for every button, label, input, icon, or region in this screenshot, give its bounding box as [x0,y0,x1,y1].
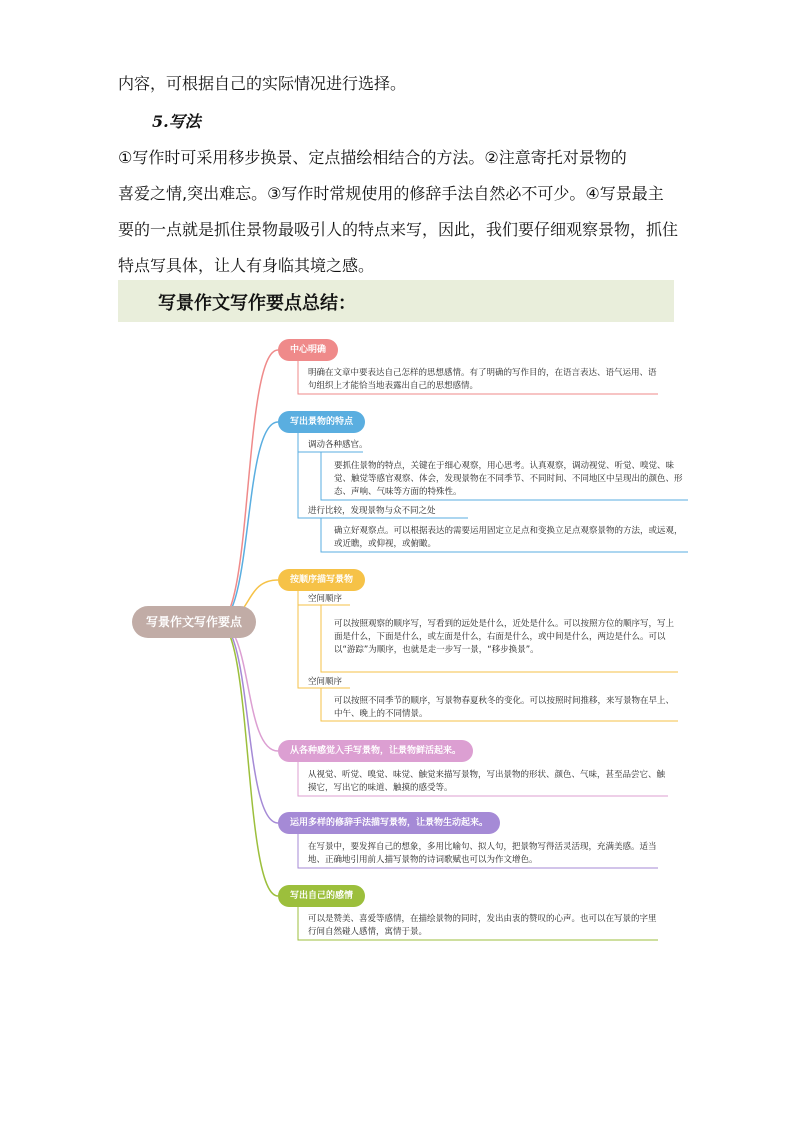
section-heading: 5.写法 [152,112,201,131]
branch-center-clear-text: 明确在文章中要表达自己怎样的思想感情。有了明确的写作目的，在语言表达、语气运用、语句组织上才能恰当地表露出自己的思想感情。 [308,368,657,391]
connector-2 [218,422,278,622]
branch-center-clear: 中心明确 [278,339,338,361]
branch-senses-text: 从视觉、听觉、嗅觉、味觉、触觉来描写景物，写出景物的形状、颜色、气味，甚至品尝它、触摸它，写出它的味道、触摸的感受等。 [308,770,666,793]
branch-scene-features-text1: 要抓住景物的特点，关键在于细心观察，用心思考。认真观察，调动视觉、听觉、嗅觉、味觉、触觉等感官观察、体会，发现景物在不同季节、不同时间、不同地区中呈现出的颜色、形态、声响、气味等方面的特殊性。 [334,461,683,497]
connector-4 [218,622,278,751]
branch-order: 按顺序描写景物 [278,569,365,591]
mind-map [118,330,688,950]
branch-order-sub1: 空间顺序 [308,594,343,604]
paragraph-line-3: 要的一点就是抓住景物最吸引人的特点来写，因此，我们要仔细观察景物，抓住 [118,220,679,239]
paragraph-line-1: ①写作时可采用移步换景、定点描绘相结合的方法。②注意寄托对景物的 [118,148,627,167]
branch-senses: 从各种感觉入手写景物，让景物鲜活起来。 [278,740,473,762]
branch-rhetoric-text: 在写景中，要发挥自己的想象，多用比喻句、拟人句，把景物写得活灵活现，充满美感。适当地、正确地引用前人描写景物的诗词歌赋也可以为作文增色。 [308,842,657,865]
connector-5 [218,622,278,823]
paragraph-line-2: 喜爱之情,突出难忘。③写作时常规使用的修辞手法自然必不可少。④写景最主 [118,184,664,203]
branch-scene-features-sub1: 调动各种感官。 [308,440,368,450]
connector-6 [218,622,278,896]
summary-banner [118,280,674,322]
banner-title: 写景作文写作要点总结： [158,293,356,314]
paragraph-line-4: 特点写具体，让人有身临其境之感。 [118,256,375,275]
intro-line-top: 内容，可根据自己的实际情况进行选择。 [118,74,407,93]
branch-scene-features-sub2: 进行比较，发现景物与众不同之处 [308,506,436,516]
branch-emotion: 写出自己的感情 [278,885,365,907]
branch-scene-features-text2: 确立好观察点。可以根据表达的需要运用固定立足点和变换立足点观察景物的方法，或远观，或近瞧，或仰视，或俯瞰。 [334,526,683,549]
branch-scene-features: 写出景物的特点 [278,411,365,433]
branch-order-sub2: 空间顺序 [308,677,343,687]
branch-order-text2: 可以按照不同季节的顺序，写景物春夏秋冬的变化。可以按照时间推移，来写景物在早上、中午、晚上的不同情景。 [334,696,675,719]
branch-order-text1: 可以按照观察的顺序写，写看到的远处是什么，近处是什么。可以按照方位的顺序写，写上面是什么，下面是什么，或左面是什么，右面是什么，或中间是什么，两边是什么。可以以“游踪”为顺序，也就是走一步写一景，“移步换景”。 [334,619,675,655]
mind-map-root: 写景作文写作要点 [132,606,256,638]
branch-rhetoric: 运用多样的修辞手法描写景物，让景物生动起来。 [278,812,500,834]
branch-emotion-text: 可以是赞美、喜爱等感情，在描绘景物的同时，发出由衷的赞叹的心声。也可以在写景的字里行间自然碰人感情，寓情于景。 [308,914,657,937]
